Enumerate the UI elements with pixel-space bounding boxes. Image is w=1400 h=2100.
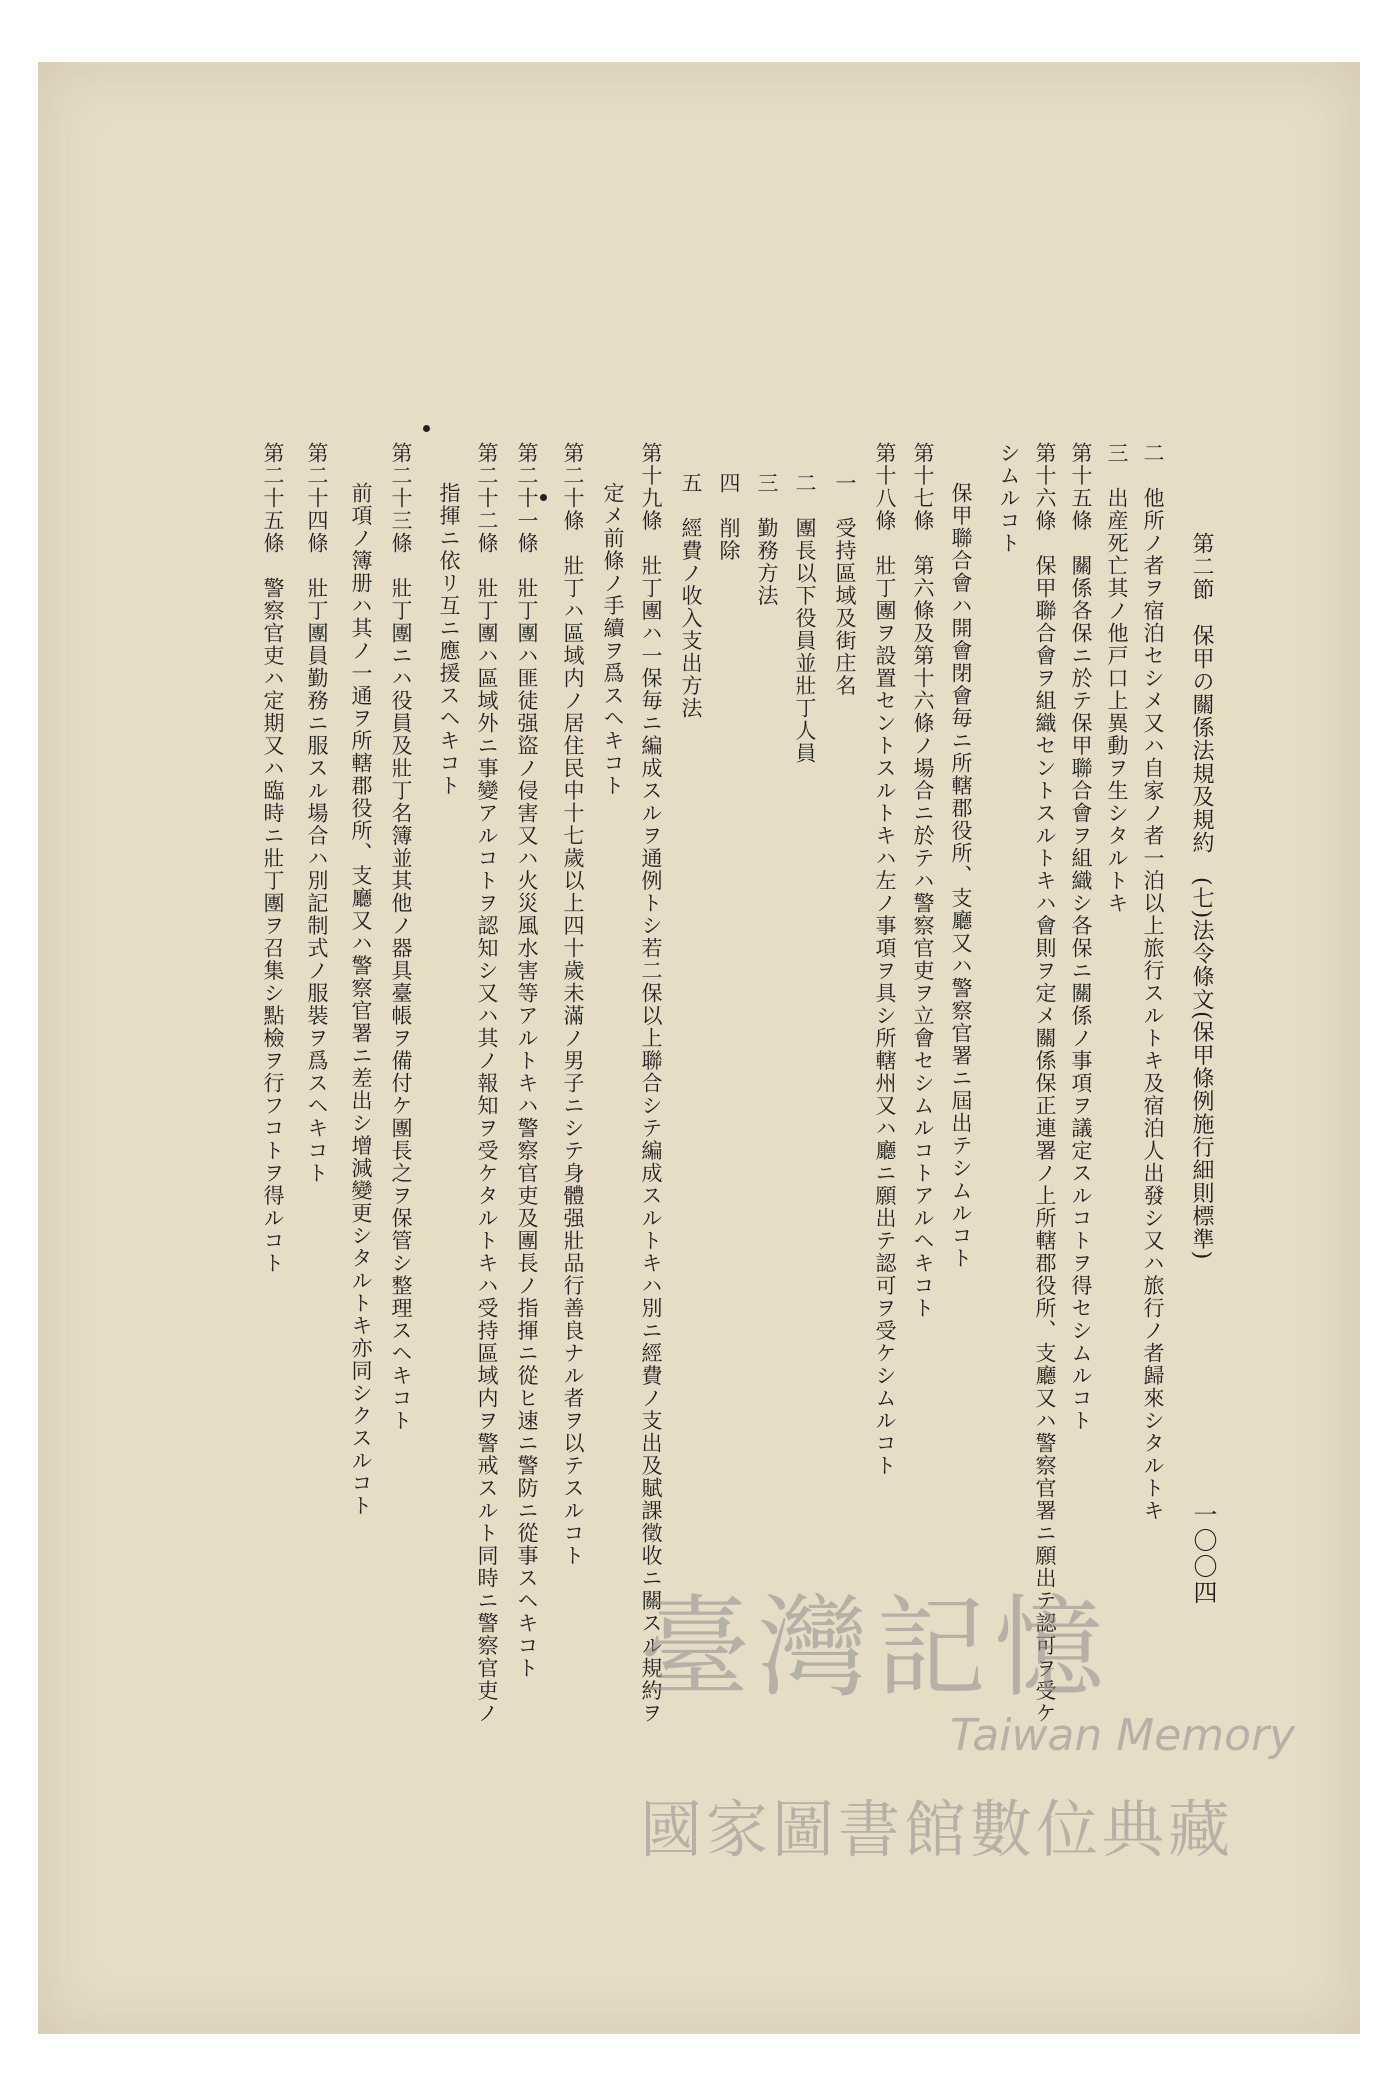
text-column: 五 經費ノ收入支出方法 [679, 472, 703, 720]
watermark-library: 國家圖書館數位典藏 [640, 1793, 1235, 1866]
text-column: 第十六條 保甲聯合會ヲ組織セントスルトキハ會則ヲ定メ關係保正連署ノ上所轄郡役所、支廳又ハ警察官署ニ願出テ認可ヲ受ケ [1033, 442, 1057, 1725]
text-column: 二 他所ノ者ヲ宿泊セシメ又ハ自家ノ者一泊以上旅行スルトキ及宿泊人出發シ又ハ旅行ノ者歸來シタルトキ [1141, 442, 1165, 1522]
text-column: シムルコト [997, 442, 1021, 555]
text-column: 三 勤務方法 [755, 472, 779, 607]
text-column: 第十七條 第六條及第十六條ノ場合ニ於テハ警察官吏ヲ立會セシムルコトアルヘキコト [911, 442, 935, 1320]
section-header: 第二節 保甲の關係法規及規約 (七)法令條文(保甲條例施行細則標準) [1189, 532, 1214, 1261]
text-column: 第十九條 壯丁團ハ一保毎ニ編成スルヲ通例トシ若二保以上聯合シテ編成スルトキハ別ニ經費ノ支出及賦課徵收ニ關スル規約ヲ [639, 442, 663, 1725]
text-column: 二 團長以下役員並壯丁人員 [793, 472, 817, 765]
text-column: 四 削除 [717, 472, 741, 562]
watermark-title: 臺灣記憶 [640, 1584, 1112, 1712]
text-column: 第二十一條 壯丁團ハ匪徒强盜ノ侵害又ハ火災風水害等アルトキハ警察官吏及團長ノ指揮ニ從ヒ速ニ警防ニ從事スヘキコト [515, 442, 539, 1680]
text-column: 前項ノ簿册ハ其ノ一通ヲ所轄郡役所、支廳又ハ警察官署ニ差出シ增減變更シタルトキ亦同シクスルコト [349, 482, 373, 1517]
text-column: 第二十條 壯丁ハ區域内ノ居住民中十七歲以上四十歲未滿ノ男子ニシテ身體强壯品行善良ナル者ヲ以テスルコト [561, 442, 585, 1567]
text-column: 保甲聯合會ハ開會閉會毎ニ所轄郡役所、支廳又ハ警察官署ニ屆出テシムルコト [949, 482, 973, 1270]
watermark-english: Taiwan Memory [950, 1710, 1296, 1761]
text-column: 三 出産死亡其ノ他戸口上異動ヲ生シタルトキ [1105, 442, 1129, 915]
text-column: 指揮ニ依リ互ニ應援スヘキコト [437, 482, 461, 797]
page-number: 一〇〇四 [1189, 1502, 1217, 1606]
text-column: 第二十五條 警察官吏ハ定期又ハ臨時ニ壯丁團ヲ召集シ點檢ヲ行フコトヲ得ルコト [261, 442, 285, 1275]
watermark [620, 1560, 1320, 1920]
text-column: 第二十二條 壯丁團ハ區域外ニ事變アルコトヲ認知シ又ハ其ノ報知ヲ受ケタルトキハ受持區域内ヲ警戒スルト同時ニ警察官吏ノ [475, 442, 499, 1725]
ink-dot [540, 494, 547, 501]
ink-dot [423, 425, 430, 432]
text-column: 第二十三條 壯丁團ニハ役員及壯丁名簿並其他ノ器具臺帳ヲ備付ケ團長之ヲ保管シ整理スヘキコト [389, 442, 413, 1432]
text-column: 第二十四條 壯丁團員勤務ニ服スル場合ハ別記制式ノ服裝ヲ爲スヘキコト [305, 442, 329, 1185]
text-column: 第十五條 關係各保ニ於テ保甲聯合會ヲ組織シ各保ニ關係ノ事項ヲ議定スルコトヲ得セシムルコト [1069, 442, 1093, 1432]
text-column: 定メ前條ノ手續ヲ爲スヘキコト [601, 482, 625, 797]
text-column: 一 受持區域及街庄名 [833, 472, 857, 697]
text-column: 第十八條 壯丁團ヲ設置セントスルトキハ左ノ事項ヲ具シ所轄州又ハ廳ニ願出テ認可ヲ受ケシムルコト [873, 442, 897, 1477]
